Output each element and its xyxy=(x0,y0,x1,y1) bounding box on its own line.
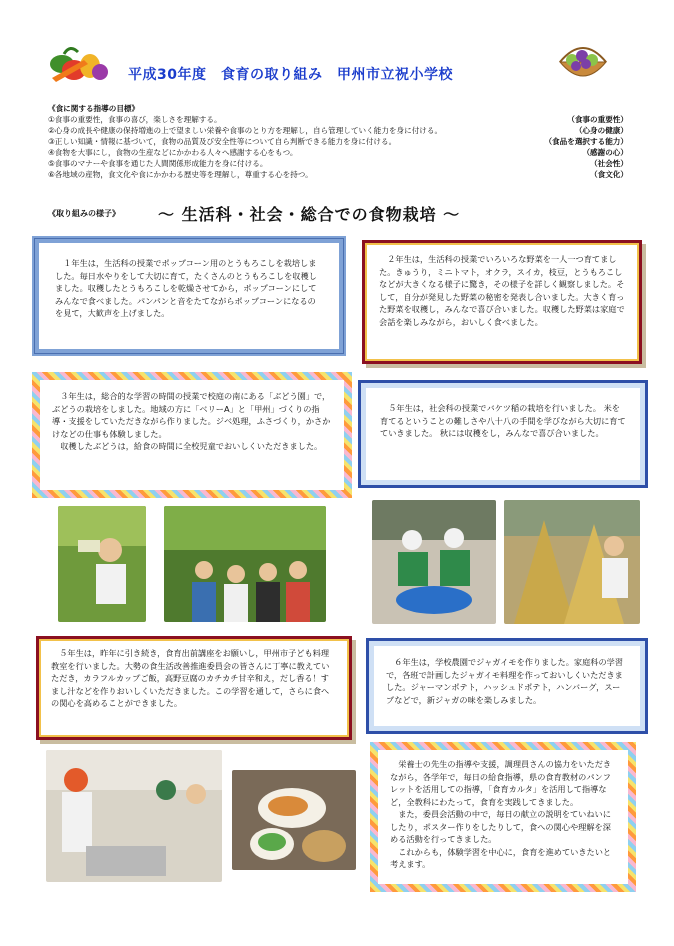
grade6-text: ６年生は，学校農園でジャガイモを作りました。家庭科の学習で，各班で計画したジャガイモ料理を作っておいしくいただきました。ジャーマンポテト，ハッシュドポテト，ハンバーグ，スープなどで，新ジャガの味を楽しみました。 xyxy=(386,657,624,705)
goal-item: ①食事の重要性，食事の喜び，楽しさを理解する。 （食事の重要性） xyxy=(48,115,628,124)
section-heading: ～ 生活科・社会・総合での食物栽培 ～ xyxy=(158,205,461,224)
grape-photo-1 xyxy=(58,506,146,622)
fruit-basket-logo xyxy=(552,40,614,90)
closing-text-3: これからも，体験学習を中心に，食育を進めていきたいと考えます。 xyxy=(390,846,612,869)
goal-item: ⑤食事のマナーや食事を通じた人間関係形成能力を身に付ける。 （社会性） xyxy=(48,159,628,168)
closing-text-2: また，委員会活動の中で，毎日の献立の説明をていねいにしたり，ポスター作りをしたりして，食への関心や理解を深める活動を行ってきました。 xyxy=(390,809,611,844)
grade1-report xyxy=(32,236,346,356)
grade1-text: １年生は，生活科の授業でポップコーン用のとうもろこしを栽培しました。毎日水やりをして大切に育て，たくさんのとうもろこしを収穫しました。収穫したとうもろこしを乾燥させてから，ポップコーンにしてみんなで食べました。パンパンと音をたてながらポップコーンになるのを見て，大歓声を上げました。 xyxy=(55,258,317,318)
meal-photo xyxy=(232,770,356,870)
grape-photo-2 xyxy=(164,506,326,622)
guidance-goals xyxy=(48,103,628,180)
page-title: 平成30年度 食育の取り組み 甲州市立祝小学校 xyxy=(128,67,453,83)
grade3-text: ３年生は，総合的な学習の時間の授業で校庭の南にある「ぶどう園」で，ぶどうの栽培をしました。地域の方に「ベリーA」と「甲州」づくりの指導・支援をしていただきながら作りました。ジベ処理，ふさづくり，かさかけなどの仕事も体験しました。 xyxy=(52,391,331,439)
rice-bucket-photo-2 xyxy=(504,500,640,624)
grade3-report xyxy=(32,372,352,498)
grade2-text: ２年生は，生活科の授業でいろいろな野菜を一人一つ育てました。きゅうり，ミニトマト，オクラ，スイカ，枝豆，とうもろこしなどが大きくなる様子に驚き，その様子を詳しく観察しました。そして，自分が発見した野菜の秘密を発表し合いました。大きく育った野菜を収穫し，みんなで喜び合いました。収穫した野菜は家庭で会話を楽しみながら，おいしく食べました。 xyxy=(379,254,625,327)
goal-item: ⑥各地域の産物，食文化や食にかかわる歴史等を理解し，尊重する心を持つ。 （食文化） xyxy=(48,170,628,179)
grade5-rice-text: ５年生は，社会科の授業でバケツ稲の栽培を行いました。 米を育てるということの難しさや八十八の手間を学びながら大切に育てていきました。 秋には収穫をし，みんなで喜び合いました。 xyxy=(380,403,626,438)
grade5-cooking-text: ５年生は，昨年に引き続き，食育出前講座をお願いし，甲州市子ども料理教室を行いました。大勢の食生活改善推進委員会の皆さんに丁寧に教えていただき，カラフルカップご飯，高野豆腐のカチカチ甘辛和え，だし香る！すまし汁などを作りおいしくいただきました。この学習を通して，さらに食への関心を高めることができました。 xyxy=(51,648,330,708)
goals-heading: 《食に関する指導の目標》 xyxy=(48,104,140,113)
grade5-cooking-report xyxy=(36,636,352,740)
grade3-text-2: 収穫したぶどうは，給食の時間に全校児童でおいしくいただきました。 xyxy=(60,441,323,451)
section-sub-label: 《取り組みの様子》 xyxy=(48,209,120,218)
grade5-rice-report xyxy=(358,380,648,488)
goal-item: ②心身の成長や健康の保持増進の上で望ましい栄養や食事のとり方を理解し，自ら管理していく能力を身に付ける。 （心身の健康） xyxy=(48,126,628,135)
goal-item: ④食物を大事にし，食物の生産などにかかわる人々へ感謝する心をもつ。 （感謝の心） xyxy=(48,148,628,157)
closing-text-1: 栄養士の先生の指導や支援，調理員さんの協力をいただきながら，各学年で，毎日の給食指導，県の食育教材のパンフレットを活用しての指導，「食育カルタ」を活用して指導など，全教科にわたって，食育を実践してきました。 xyxy=(390,759,612,807)
grade2-report xyxy=(362,240,642,364)
goal-item: ③正しい知識・情報に基づいて，食物の品質及び安全性等について自ら判断できる能力を身に付ける。 （食品を選択する能力） xyxy=(48,137,628,146)
vegetables-logo xyxy=(44,42,112,86)
rice-bucket-photo-1 xyxy=(372,500,496,624)
closing-report xyxy=(370,742,636,892)
cooking-class-photo xyxy=(46,750,222,882)
grade6-report xyxy=(366,638,648,734)
